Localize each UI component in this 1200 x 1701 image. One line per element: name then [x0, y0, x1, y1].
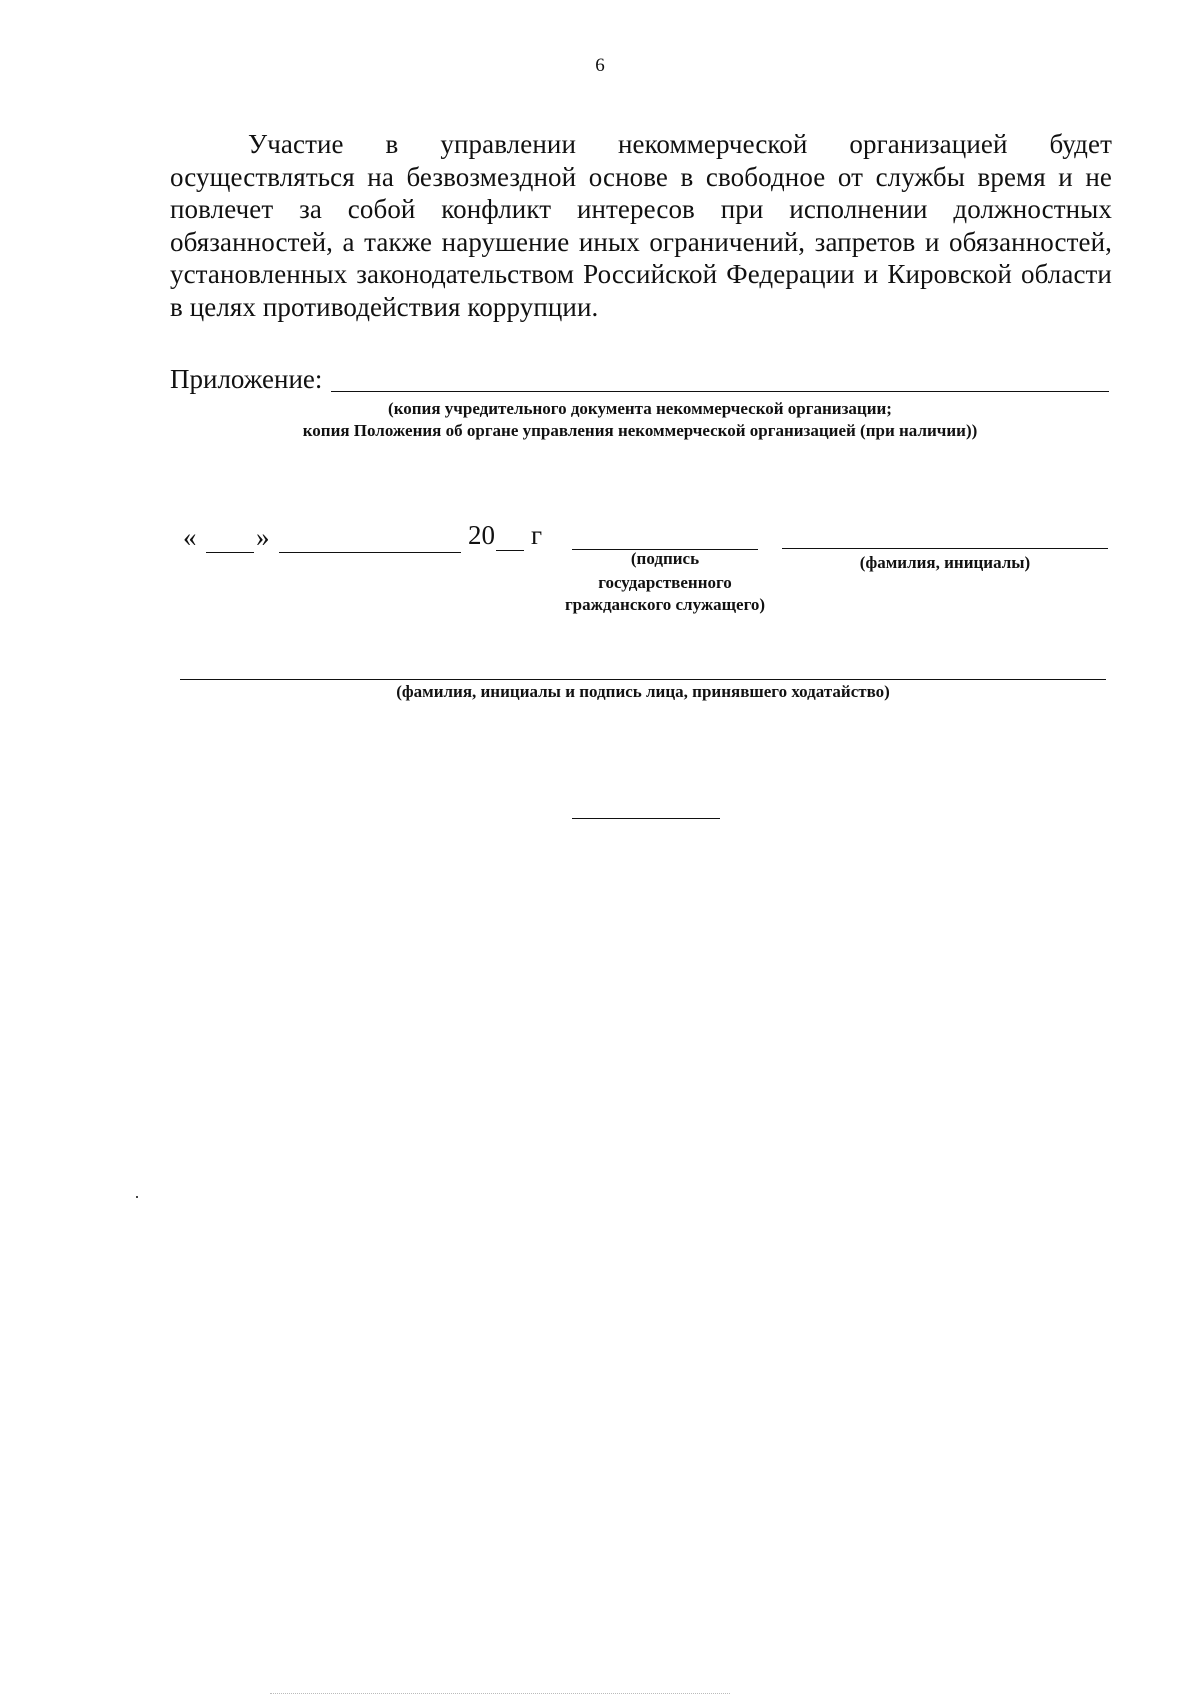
end-separator-line [572, 818, 720, 819]
acceptor-caption: (фамилия, инициалы и подпись лица, принявшего ходатайство) [396, 682, 890, 701]
signature-caption-line3: гражданского служащего) [564, 595, 766, 614]
signature-caption-line2: государственного [598, 573, 732, 592]
scan-edge-noise [270, 1693, 730, 1694]
date-year-suffix: г [531, 520, 543, 550]
attachment-caption-line1: (копия учредительного документа некоммерческой организации; [388, 399, 892, 418]
body-paragraph: Участие в управлении некоммерческой организацией будет осуществляться на безвозмездной основе в свободное от службы время и не повлечет за собой конфликт интересов при исполнении должностных обязанностей, а также нарушение иных ограничений, запретов и обязанностей, установленных законодательством Российской Федерации и Кировской области в целях противодействия коррупции. [170, 129, 1112, 322]
signature-caption-line1: (подпись [630, 549, 700, 568]
date-year-line [496, 550, 524, 551]
acceptor-line [180, 679, 1106, 680]
date-open-quote: « [183, 522, 197, 552]
name-caption: (фамилия, инициалы) [859, 553, 1031, 572]
date-year-prefix: 20 [468, 520, 495, 550]
date-close-quote: » [256, 522, 270, 552]
date-month-line [279, 552, 461, 553]
body-paragraph-block [170, 128, 1112, 324]
scan-speck [136, 1196, 138, 1198]
attachment-label: Приложение: [170, 364, 323, 394]
page-number: 6 [595, 55, 605, 76]
attachment-line [331, 391, 1109, 392]
attachment-caption-line2: копия Положения об органе управления некоммерческой организацией (при наличии)) [302, 421, 978, 440]
date-day-line [206, 552, 254, 553]
name-line [782, 548, 1108, 549]
